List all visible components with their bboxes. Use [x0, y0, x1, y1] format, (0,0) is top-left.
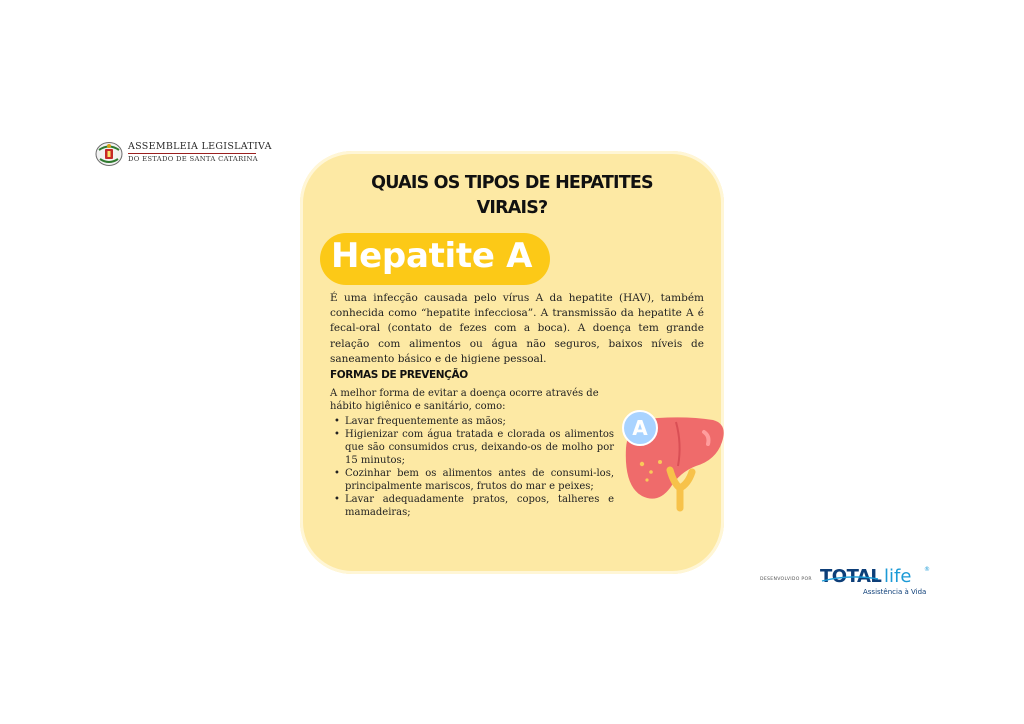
- prevention-list: [334, 415, 614, 519]
- list-item: • Lavar frequentemente as mãos;: [334, 416, 506, 427]
- brand-swoosh-icon: [820, 575, 880, 583]
- headline-line-1: QUAIS OS TIPOS DE HEPATITES: [371, 173, 653, 193]
- list-item: • Cozinhar bem os alimentos antes de consumi-los, principalmente mariscos, frutos do mar e peixes;: [334, 468, 614, 492]
- institution-logo: [95, 139, 272, 169]
- liver-badge-letter: A: [632, 416, 648, 440]
- developed-by-label: DESENVOLVIDO POR: [760, 577, 812, 582]
- liver-icon: [618, 408, 724, 513]
- card-headline: [300, 171, 724, 221]
- prevention-heading: FORMAS DE PREVENÇÃO: [330, 369, 468, 381]
- logo-divider: [128, 153, 256, 154]
- bullet-icon: •: [334, 416, 340, 427]
- hepatitis-info-card: [300, 151, 724, 574]
- developer-credit: [760, 566, 935, 602]
- disease-description: É uma infecção causada pelo vírus A da hepatite (HAV), também conhecida como “hepatite infecciosa”. A transmissão da hepatite A é fecal-oral (contato de fezes com a boca). A doença tem grande relação com alimentos ou água não seguros, baixos níveis de saneamento básico e de higiene pessoal.: [330, 292, 704, 365]
- institution-name: ASSEMBLEIA LEGISLATIVA: [128, 141, 272, 152]
- brand-tagline: Assistência à Vida: [863, 588, 927, 596]
- brand-life: life: [884, 566, 912, 587]
- bullet-icon: •: [334, 429, 340, 440]
- disease-title-pill: [320, 233, 550, 285]
- brand-total: TOTAL: [820, 566, 882, 587]
- bullet-icon: •: [334, 494, 340, 505]
- prevention-lead: A melhor forma de evitar a doença ocorre através de hábito higiênico e sanitário, como:: [330, 388, 599, 412]
- disease-title: Hepatite A: [331, 236, 533, 276]
- headline-line-2: VIRAIS?: [476, 198, 548, 218]
- institution-subtitle: DO ESTADO DE SANTA CATARINA: [128, 155, 258, 163]
- registered-mark: ®: [924, 566, 930, 573]
- bullet-icon: •: [334, 468, 340, 479]
- list-item: • Higienizar com água tratada e clorada os alimentos que são consumidos crus, deixando-os de molho por 15 minutos;: [334, 429, 614, 466]
- coat-of-arms-icon: [95, 141, 123, 167]
- list-item: • Lavar adequadamente pratos, copos, talheres e mamadeiras;: [334, 494, 614, 518]
